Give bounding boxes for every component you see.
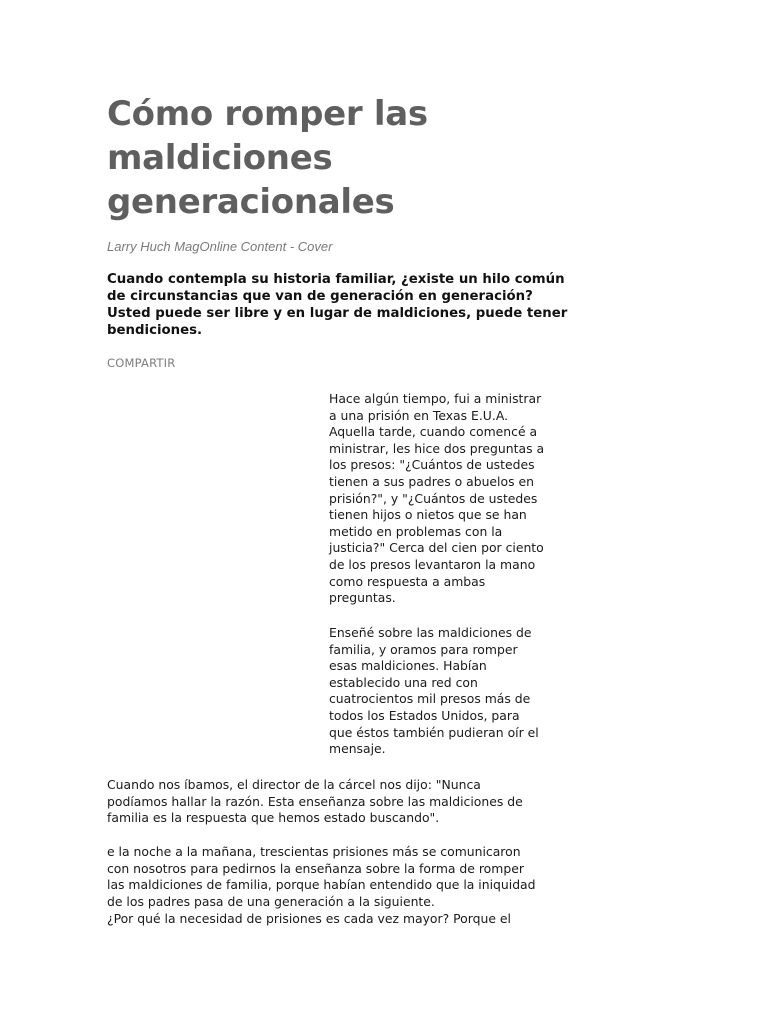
body-line: con nosotros para pedirnos la enseñanza sobre la forma de romper <box>107 860 524 876</box>
article-lede <box>107 271 567 339</box>
lede-line: bendiciones. <box>107 323 203 338</box>
article-title <box>107 92 567 224</box>
body-line: todos los Estados Unidos, para <box>329 707 520 723</box>
body-line: Hace algún tiempo, fui a ministrar <box>329 391 542 406</box>
body-line: de los padres pasa de una generación a la siguiente. <box>107 893 435 909</box>
body-line: mensaje. <box>329 741 386 757</box>
body-line: esas maldiciones. Habían <box>329 658 487 674</box>
body-line: e la noche a la mañana, trescientas prisiones más se comunicaron <box>107 844 521 859</box>
body-line: podíamos hallar la razón. Esta enseñanza sobre las maldiciones de <box>107 793 523 809</box>
body-paragraph <box>107 911 567 928</box>
body-line: prisión?", y "¿Cuántos de ustedes <box>329 490 538 506</box>
body-line: de los presos levantaron la mano <box>329 556 536 572</box>
body-line: tienen a sus padres o abuelos en <box>329 473 534 489</box>
lede-line: Cuando contempla su historia familiar, ¿existe un hilo común <box>107 272 565 287</box>
body-line: ministrar, les hice dos preguntas a <box>329 440 545 456</box>
lede-line: de circunstancias que van de generación en generación? <box>107 289 533 304</box>
body-line: familia es la respuesta que hemos estado buscando". <box>107 810 440 826</box>
column-paragraph <box>329 391 569 607</box>
title-line: Cómo romper las <box>107 94 428 134</box>
body-line: justicia?" Cerca del cien por ciento <box>329 540 544 556</box>
body-line: que éstos también pudieran oír el <box>329 724 539 740</box>
body-line: cuatrocientos mil presos más de <box>329 691 531 707</box>
article-byline: Larry Huch MagOnline Content - Cover <box>107 239 333 254</box>
title-line: generacionales <box>107 182 395 222</box>
body-line: como respuesta a ambas <box>329 573 486 589</box>
body-line: tienen hijos o nietos que se han <box>329 507 527 523</box>
body-line: establecido una red con <box>329 674 478 690</box>
column-paragraph <box>329 625 569 758</box>
share-link[interactable]: COMPARTIR <box>107 356 176 370</box>
body-line: Enseñé sobre las maldiciones de <box>329 625 532 640</box>
body-line: familia, y oramos para romper <box>329 641 518 657</box>
body-line: metido en problemas con la <box>329 523 503 539</box>
title-line: maldiciones <box>107 138 333 178</box>
body-paragraph <box>107 844 567 910</box>
body-line: los presos: "¿Cuántos de ustedes <box>329 457 535 473</box>
body-line: preguntas. <box>329 590 396 606</box>
body-paragraph <box>107 777 567 827</box>
body-line: Cuando nos íbamos, el director de la cárcel nos dijo: "Nunca <box>107 777 481 792</box>
body-line: ¿Por qué la necesidad de prisiones es cada vez mayor? Porque el <box>107 911 511 926</box>
lede-line: Usted puede ser libre y en lugar de maldiciones, puede tener <box>107 306 568 321</box>
body-line: las maldiciones de familia, porque habían entendido que la iniquidad <box>107 877 536 893</box>
body-line: a una prisión en Texas E.U.A. <box>329 407 509 423</box>
body-line: Aquella tarde, cuando comencé a <box>329 424 538 440</box>
